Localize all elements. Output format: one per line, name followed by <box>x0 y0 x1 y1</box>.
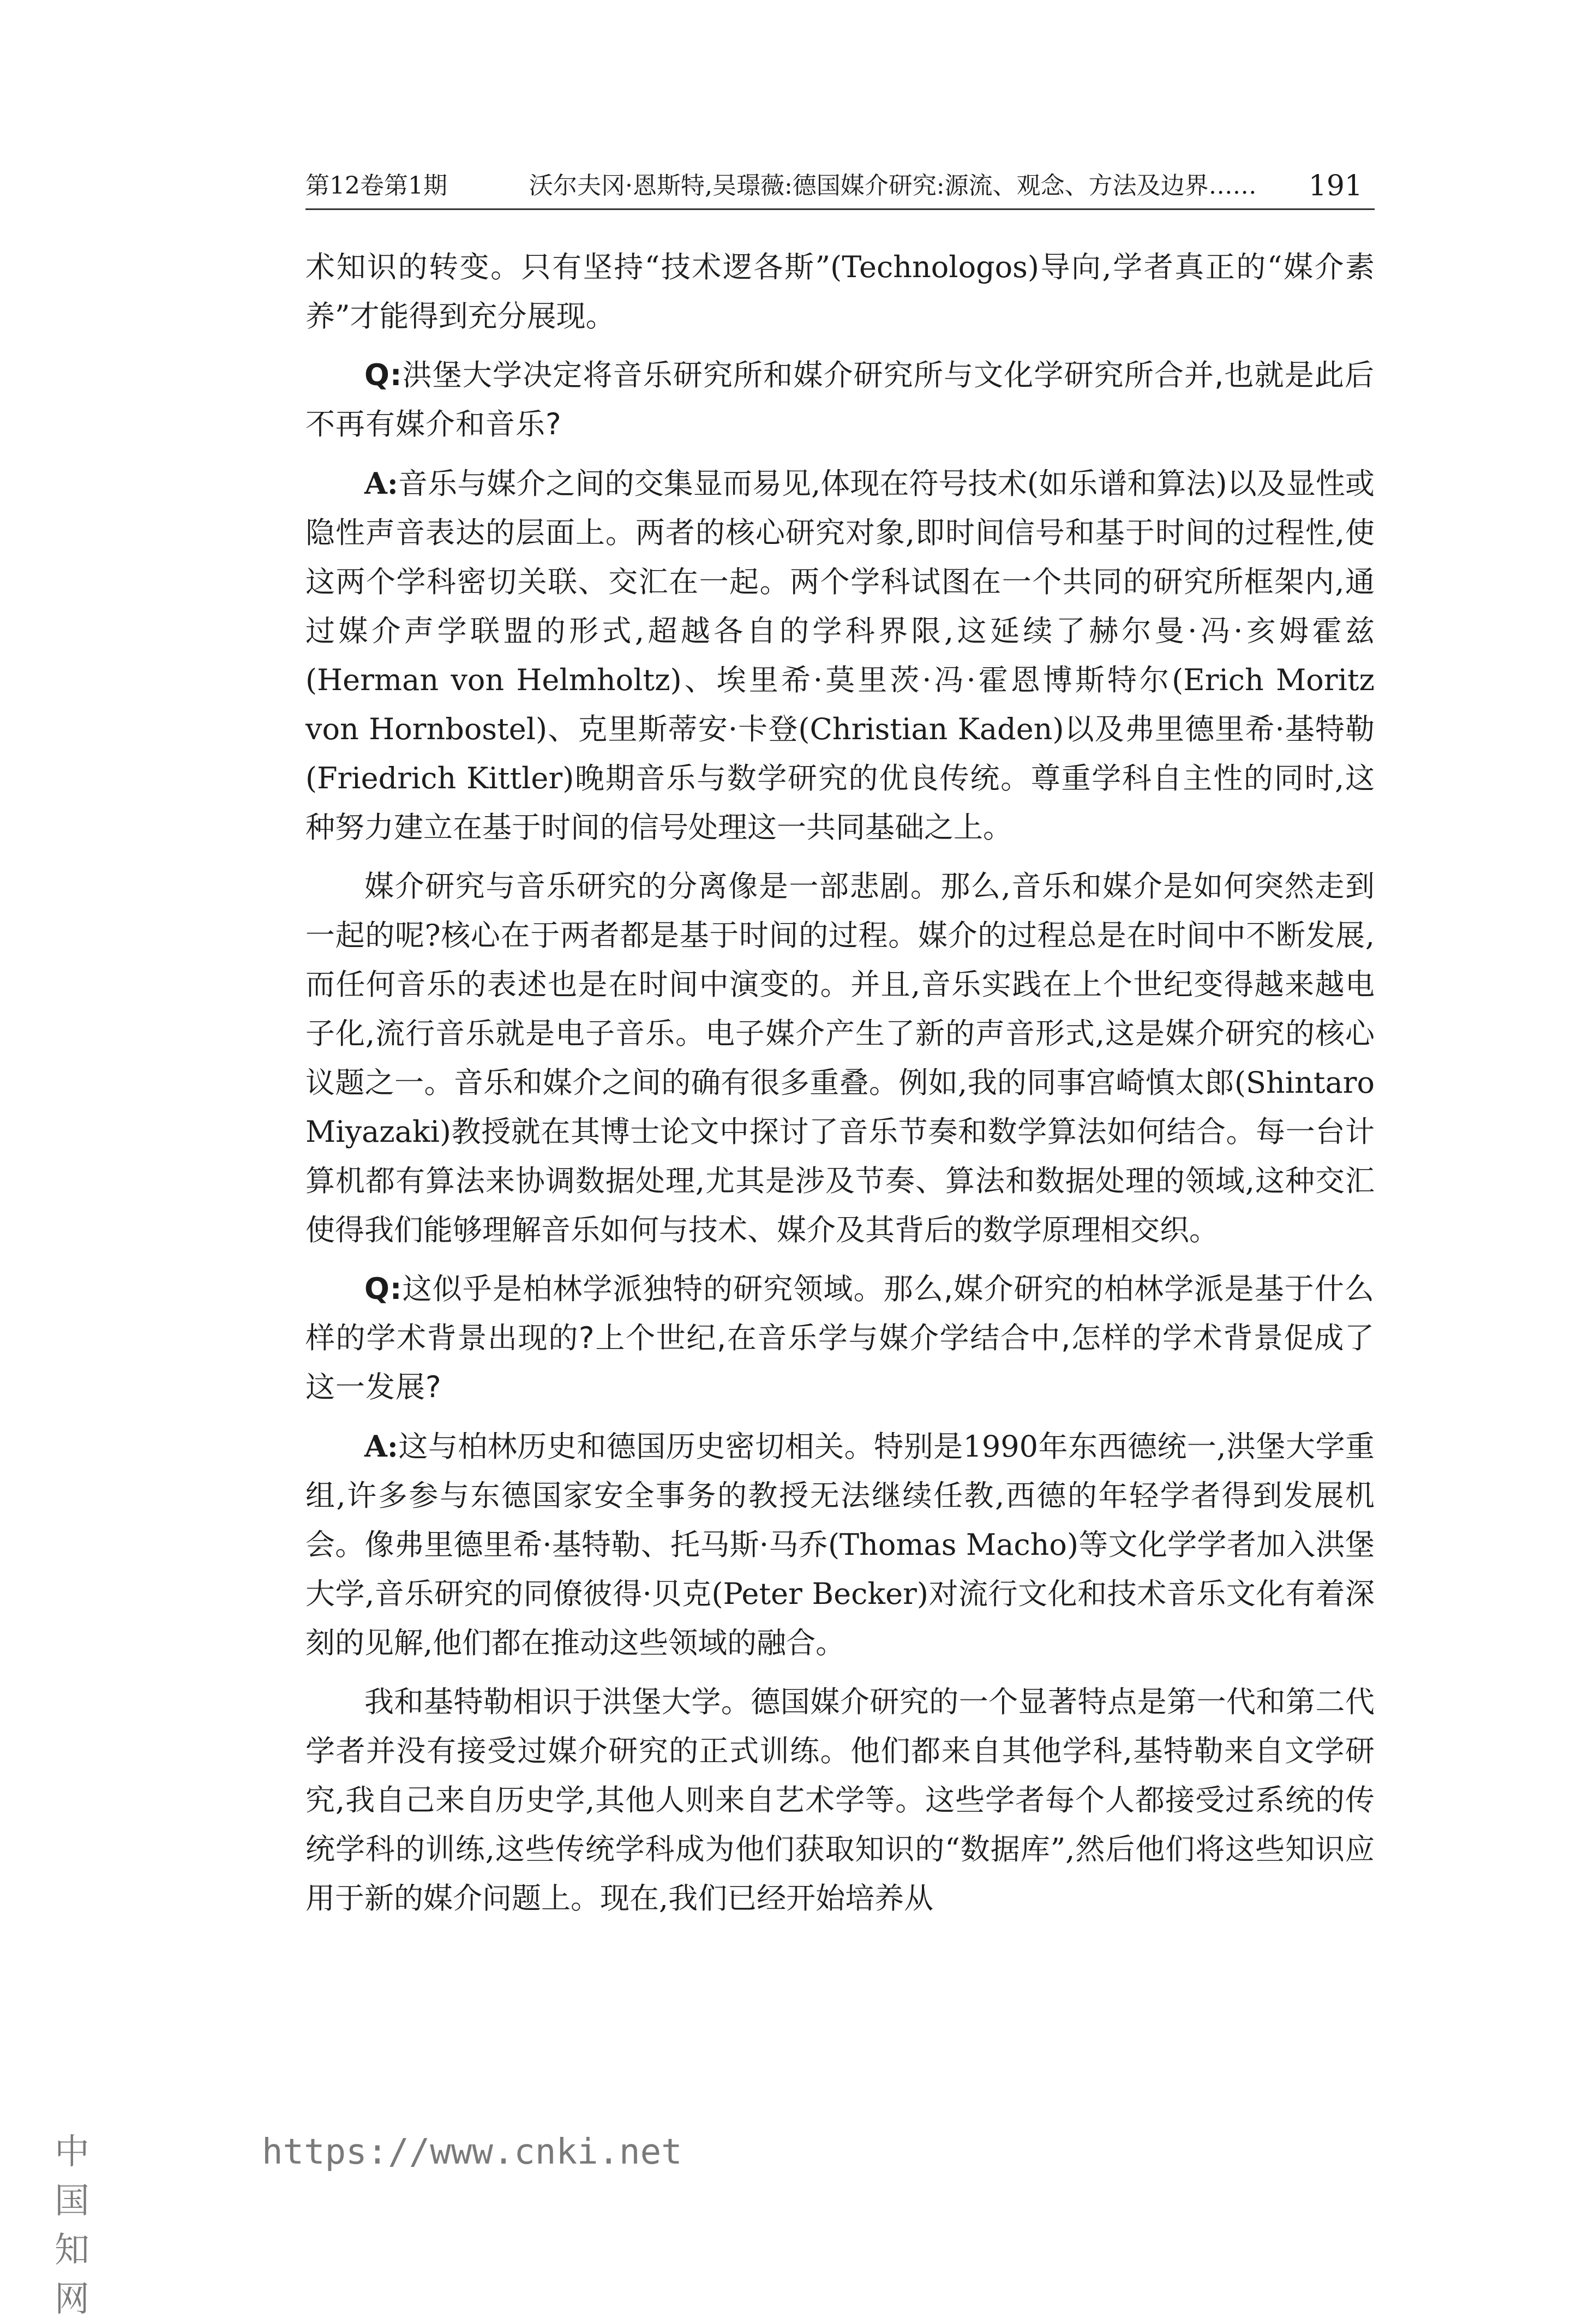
paragraph-text: 音乐与媒介之间的交集显而易见,体现在符号技术(如乐谱和算法)以及显性或隐性声音表达的层面上。两者的核心研究对象,即时间信号和基于时间的过程性,使这两个学科密切关联、交汇在一起。两个学科试图在一个共同的研究所框架内,通过媒介声学联盟的形式,超越各自的学科界限,这延续了赫尔曼·冯·亥姆霍兹(Herman von Helmholtz)、埃里希·莫里茨·冯·霍恩博斯特尔(Erich Moritz von Hornbostel)、克里斯蒂安·卡登(Christian Kaden)以及弗里德里希·基特勒(Friedrich Kittler)晚期音乐与数学研究的优良传统。尊重学科自主性的同时,这种努力建立在基于时间的信号处理这一共同基础之上。 <box>305 466 1375 844</box>
paragraph <box>305 862 1375 1255</box>
paragraph-text: 我和基特勒相识于洪堡大学。德国媒介研究的一个显著特点是第一代和第二代学者并没有接受过媒介研究的正式训练。他们都来自其他学科,基特勒来自文学研究,我自己来自历史学,其他人则来自艺术学等。这些学者每个人都接受过系统的传统学科的训练,这些传统学科成为他们获取知识的“数据库”,然后他们将这些知识应用于新的媒介问题上。现在,我们已经开始培养从 <box>305 1685 1375 1915</box>
page-number: 191 <box>1308 170 1363 202</box>
paragraph-text: 洪堡大学决定将音乐研究所和媒介研究所与文化学研究所合并,也就是此后不再有媒介和音乐? <box>305 358 1375 441</box>
paragraph-text: 这似乎是柏林学派独特的研究领域。那么,媒介研究的柏林学派是基于什么样的学术背景出现的?上个世纪,在音乐学与媒介学结合中,怎样的学术背景促成了这一发展? <box>305 1272 1375 1404</box>
question-label: Q: <box>364 1272 403 1306</box>
answer-label: A: <box>364 1429 398 1464</box>
question-paragraph <box>305 1265 1375 1412</box>
cnki-url[interactable]: https://www.cnki.net <box>262 2132 682 2172</box>
paragraph-text: 术知识的转变。只有坚持“技术逻各斯”(Technologos)导向,学者真正的“媒介素养”才能得到充分展现。 <box>305 250 1375 333</box>
article-body <box>305 243 1375 1933</box>
paragraph-text: 这与柏林历史和德国历史密切相关。特别是1990年东西德统一,洪堡大学重组,许多参与东德国家安全事务的教授无法继续任教,西德的年轻学者得到发展机会。像弗里德里希·基特勒、托马斯·马乔(Thomas Macho)等文化学学者加入洪堡大学,音乐研究的同僚彼得·贝克(Peter Becker)对流行文化和技术音乐文化有着深刻的见解,他们都在推动这些领域的融合。 <box>305 1429 1375 1660</box>
cnki-site-name: 中国知网 <box>55 2132 89 2320</box>
question-paragraph <box>305 351 1375 449</box>
paragraph <box>305 243 1375 341</box>
paragraph <box>305 1678 1375 1923</box>
answer-paragraph <box>305 459 1375 852</box>
answer-label: A: <box>364 466 398 501</box>
journal-volume-issue: 第12卷第1期 <box>305 172 447 200</box>
running-title: 沃尔夫冈·恩斯特,吴璟薇:德国媒介研究:源流、观念、方法及边界…… <box>529 172 1257 200</box>
running-header <box>305 164 1375 210</box>
paragraph-text: 媒介研究与音乐研究的分离像是一部悲剧。那么,音乐和媒介是如何突然走到一起的呢?核心在于两者都是基于时间的过程。媒介的过程总是在时间中不断发展,而任何音乐的表述也是在时间中演变的。并且,音乐实践在上个世纪变得越来越电子化,流行音乐就是电子音乐。电子媒介产生了新的声音形式,这是媒介研究的核心议题之一。音乐和媒介之间的确有很多重叠。例如,我的同事宫崎慎太郎(Shintaro Miyazaki)教授就在其博士论文中探讨了音乐节奏和数学算法如何结合。每一台计算机都有算法来协调数据处理,尤其是涉及节奏、算法和数据处理的领域,这种交汇使得我们能够理解音乐如何与技术、媒介及其背后的数学原理相交织。 <box>305 869 1375 1247</box>
question-label: Q: <box>364 358 403 392</box>
answer-paragraph <box>305 1422 1375 1668</box>
